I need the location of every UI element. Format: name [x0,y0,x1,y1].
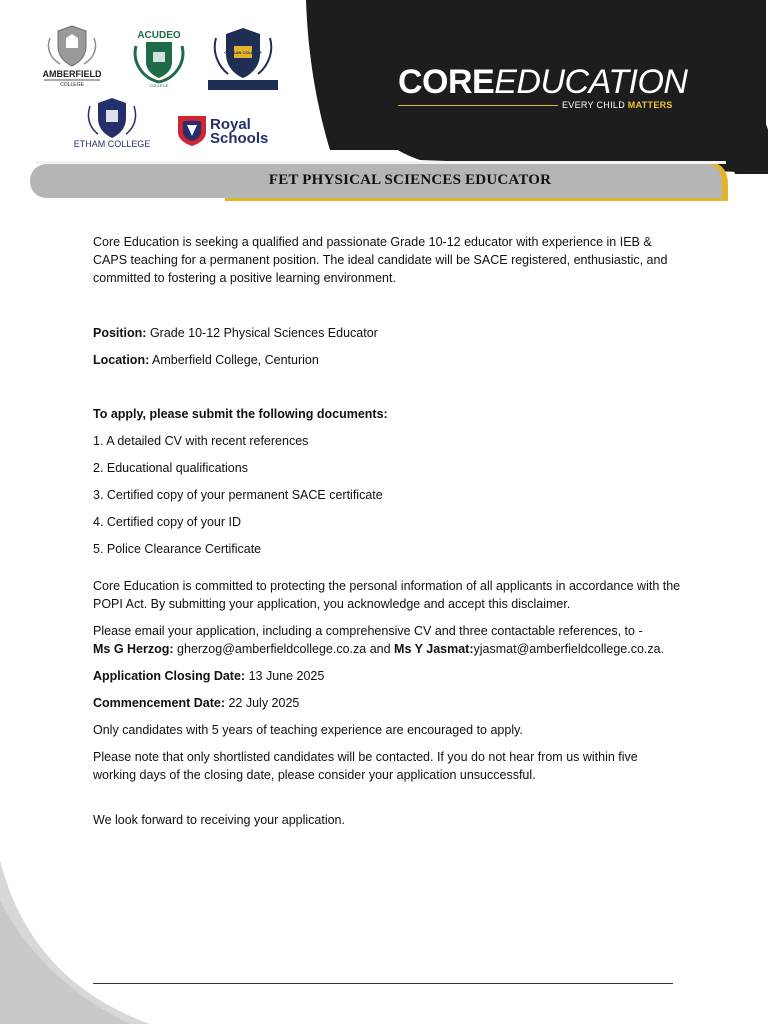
commencement-date-label: Commencement Date: [93,696,225,710]
brand-tagline-row [398,100,688,110]
closing-date-value: 13 June 2025 [245,669,325,683]
signature-line [93,983,673,984]
apply-heading: To apply, please submit the following documents: [93,407,388,421]
closing-line: We look forward to receiving your application. [93,813,345,827]
etham-name: ETHAM COLLEGE [73,139,151,149]
contact2-label: Ms Y Jasmat: [394,642,474,656]
document-item: 5. Police Clearance Certificate [93,542,262,556]
email-instructions [93,622,683,658]
contact1-label: Ms G Herzog: [93,642,174,656]
document-item: 3. Certified copy of your permanent SACE certificate [93,488,383,502]
location-label: Location: [93,353,150,367]
document-item: 2. Educational qualifications [93,461,248,475]
royal-line2: Schools [210,130,269,147]
tagline-accent: MATTERS [627,100,673,110]
core-education-brand [398,64,688,110]
position-value: Grade 10-12 Physical Sciences Educator [146,326,378,340]
canaan-name: CANAAN COLLEGE [224,50,262,55]
tagline-plain: EVERY CHILD [562,100,628,110]
document-item: 4. Certified copy of your ID [93,515,241,529]
location-value: Amberfield College, Centurion [149,353,319,367]
acudeo-logo [126,24,192,88]
commencement-date-value: 22 July 2025 [224,696,300,710]
position-label: Position: [93,326,147,340]
document-item: 1. A detailed CV with recent references [93,434,309,448]
and-text: and [366,642,395,656]
commencement-date-line [93,694,683,712]
brand-wordmark [398,64,688,100]
position-line [93,324,683,342]
acudeo-name: ACUDEO [137,30,181,41]
shortlist-notice: Please note that only shortlisted candidates will be contacted. If you do not hear from us within five working days of the closing date, please consider your application unsuccessful. [93,750,638,782]
brand-tagline [562,100,673,110]
contact2-email: yjasmat@amberfieldcollege.co.za. [473,642,665,656]
closing-date-line [93,667,683,685]
brand-bold: CORE [398,63,495,101]
tagline-divider [398,105,558,106]
experience-requirement: Only candidates with 5 years of teaching experience are encouraged to apply. [93,723,523,737]
brand-light: EDUCATION [494,63,688,101]
amberfield-name: AMBERFIELD [42,69,102,79]
job-advert-body [93,233,683,829]
intro-paragraph: Core Education is seeking a qualified and passionate Grade 10-12 educator with experience in IEB & CAPS teaching for a permanent position. The ideal candidate will be SACE registered, enthusiastic, and committed to fostering a positive learning environment. [93,235,668,285]
page-title: FET PHYSICAL SCIENCES EDUCATOR [268,172,552,188]
email-intro: Please email your application, including a comprehensive CV and three contactable references, to - [93,624,643,638]
closing-date-label: Application Closing Date: [93,669,246,683]
location-line [93,351,683,369]
amberfield-sub: COLLEGE [60,82,84,88]
contact1-email: gherzog@amberfieldcollege.co.za [173,642,367,656]
popi-disclaimer: Core Education is committed to protecting the personal information of all applicants in accordance with the POPI Act. By submitting your application, you acknowledge and accept this disclaimer. [93,579,681,611]
canaan-college-logo [206,24,280,90]
etham-college-logo [70,96,154,152]
royal-schools-logo [176,112,272,148]
royal-line1: Royal [210,116,251,133]
acudeo-sub: COLLEGE [149,83,169,88]
amberfield-logo [36,24,108,88]
